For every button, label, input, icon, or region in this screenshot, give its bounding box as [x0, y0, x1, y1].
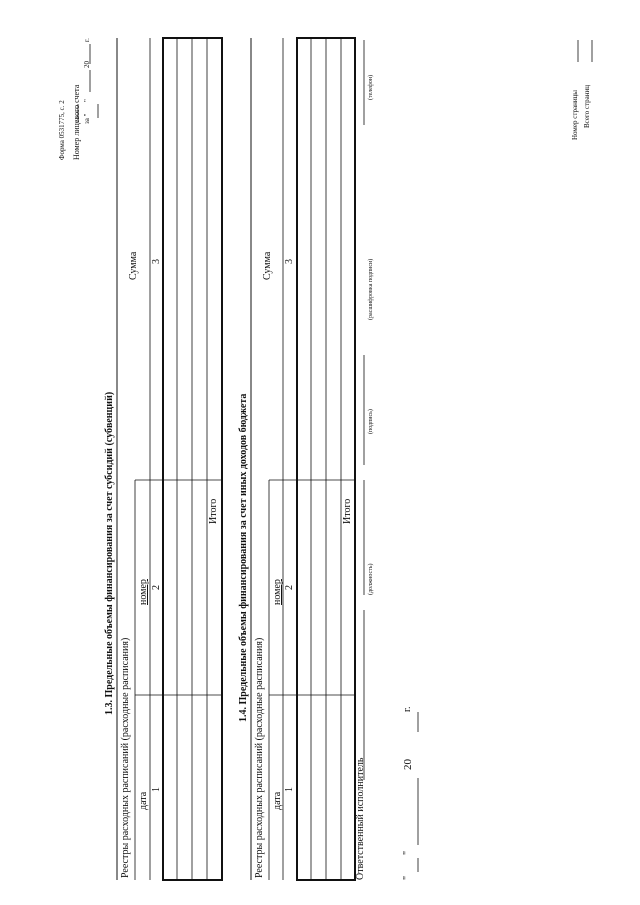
date-quote-open: "	[402, 875, 413, 880]
period-quote: "	[83, 99, 91, 102]
page-number-label: Номер страницы	[571, 89, 579, 140]
period-year-suffix: г.	[83, 38, 91, 42]
form-number: Форма 0531775, с. 2	[58, 100, 66, 160]
section-1-3-col-index-2: 2	[151, 585, 162, 590]
section-1-3-title: 1.3. Предельные объемы финансирования за счет субсидий (субвенций)	[104, 391, 115, 715]
section-1-3-col-index-1: 1	[151, 787, 162, 792]
period-year-prefix: 20	[83, 61, 91, 68]
section-1-4-col-index-2: 2	[284, 585, 295, 590]
section-1-4-group-header: Реестры расходных расписаний (расходные расписания)	[254, 637, 265, 878]
section-1-4-col-sum: Сумма	[262, 251, 273, 280]
section-1-3-col-date: дата	[138, 791, 149, 810]
period-prefix: за "	[83, 113, 91, 124]
section-1-4-col-index-3: 3	[284, 259, 295, 264]
section-1-4-total-label: Итого	[342, 498, 353, 524]
account-number-label: Номер лицевого счета	[72, 84, 81, 160]
executor-label: Ответственный исполнитель	[355, 757, 366, 880]
signature-caption: (подпись)	[368, 409, 374, 434]
section-1-3-col-number: номер	[138, 579, 149, 605]
section-1-4-col-number: номер	[272, 579, 283, 605]
section-1-3-total-label: Итого	[208, 498, 219, 524]
date-year-prefix: 20	[402, 759, 414, 770]
phone-caption: (телефон)	[368, 74, 374, 100]
section-1-4-title: 1.4. Предельные объемы финансирования за счет иных доходов бюджета	[238, 393, 249, 722]
position-caption: (должность)	[368, 563, 374, 595]
total-pages-label: Всего страниц	[583, 84, 591, 128]
section-1-4-col-date: дата	[272, 791, 283, 810]
date-year-suffix: г.	[402, 706, 413, 712]
section-1-3-col-sum: Сумма	[128, 251, 139, 280]
section-1-3-col-index-3: 3	[151, 259, 162, 264]
section-1-4-col-index-1: 1	[284, 787, 295, 792]
date-quote-close: "	[402, 850, 413, 855]
section-1-3-group-header: Реестры расходных расписаний (расходные расписания)	[120, 637, 131, 878]
decoding-caption: (расшифровка подписи)	[368, 258, 374, 320]
